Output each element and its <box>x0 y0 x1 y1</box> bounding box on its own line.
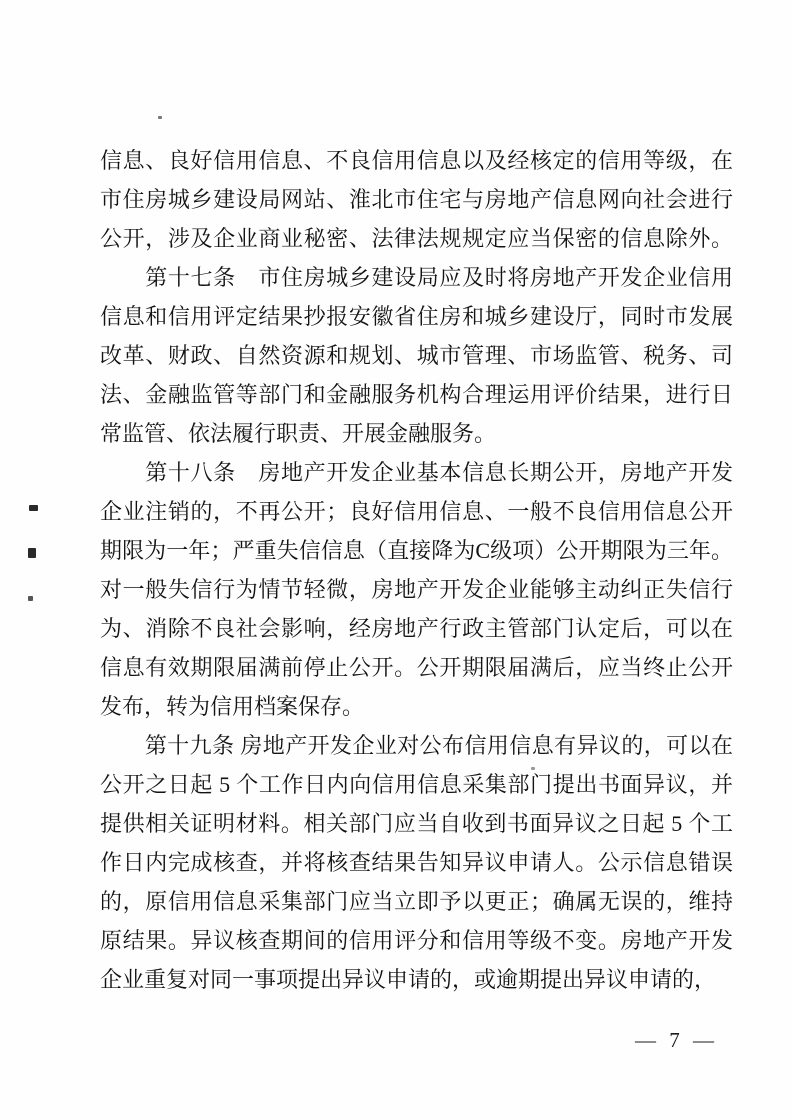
scan-speck <box>531 767 535 770</box>
document-body <box>100 141 733 999</box>
text-line: 改革、财政、自然资源和规划、城市管理、市场监管、税务、司 <box>100 343 733 368</box>
text-line-paragraph-end: 发布，转为信用档案保存。 <box>100 694 365 719</box>
text-line-paragraph-end: 企业重复对同一事项提出异议申请的，或逾期提出异议申请的， <box>100 967 717 992</box>
scan-speck <box>158 116 162 119</box>
text-line: 公开，涉及企业商业秘密、法律法规规定应当保密的信息除外。 <box>100 226 733 251</box>
text-line: 为、消除不良社会影响，经房地产行政主管部门认定后，可以在 <box>100 616 733 641</box>
scan-speck <box>29 505 38 511</box>
text-line: 信息、良好信用信息、不良信用信息以及经核定的信用等级，在 <box>100 148 733 173</box>
text-line-article-18-start: 第十八条 房地产开发企业基本信息长期公开，房地产开发 <box>100 460 733 485</box>
text-line: 原结果。异议核查期间的信用评分和信用等级不变。房地产开发 <box>100 928 733 953</box>
text-line-article-19-start: 第十九条 房地产开发企业对公布信用信息有异议的，可以在 <box>100 733 733 758</box>
text-line: 作日内完成核查，并将核查结果告知异议申请人。公示信息错误 <box>100 850 733 875</box>
text-line: 法、金融监管等部门和金融服务机构合理运用评价结果，进行日 <box>100 382 733 407</box>
scan-speck <box>28 548 36 558</box>
scan-speck <box>28 596 33 601</box>
text-line: 提供相关证明材料。相关部门应当自收到书面异议之日起 5 个工 <box>100 811 733 836</box>
text-line: 对一般失信行为情节轻微，房地产开发企业能够主动纠正失信行 <box>100 577 733 602</box>
text-line: 企业注销的，不再公开；良好信用信息、一般不良信用信息公开 <box>100 499 733 524</box>
text-line-paragraph-end: 常监管、依法履行职责、开展金融服务。 <box>100 421 497 446</box>
text-line-article-17-start: 第十七条 市住房城乡建设局应及时将房地产开发企业信用 <box>100 265 733 290</box>
text-line: 的，原信用信息采集部门应当立即予以更正；确属无误的，维持 <box>100 889 733 914</box>
text-line: 信息和信用评定结果抄报安徽省住房和城乡建设厅，同时市发展 <box>100 304 733 329</box>
text-line: 市住房城乡建设局网站、淮北市住宅与房地产信息网向社会进行 <box>100 187 733 212</box>
page-number: — 7 — <box>635 1028 718 1052</box>
text-line: 信息有效期限届满前停止公开。公开期限届满后，应当终止公开 <box>100 655 733 680</box>
text-line: 期限为一年；严重失信信息（直接降为C级项）公开期限为三年。 <box>100 538 733 563</box>
text-line: 公开之日起 5 个工作日内向信用信息采集部门提出书面异议，并 <box>100 772 733 797</box>
